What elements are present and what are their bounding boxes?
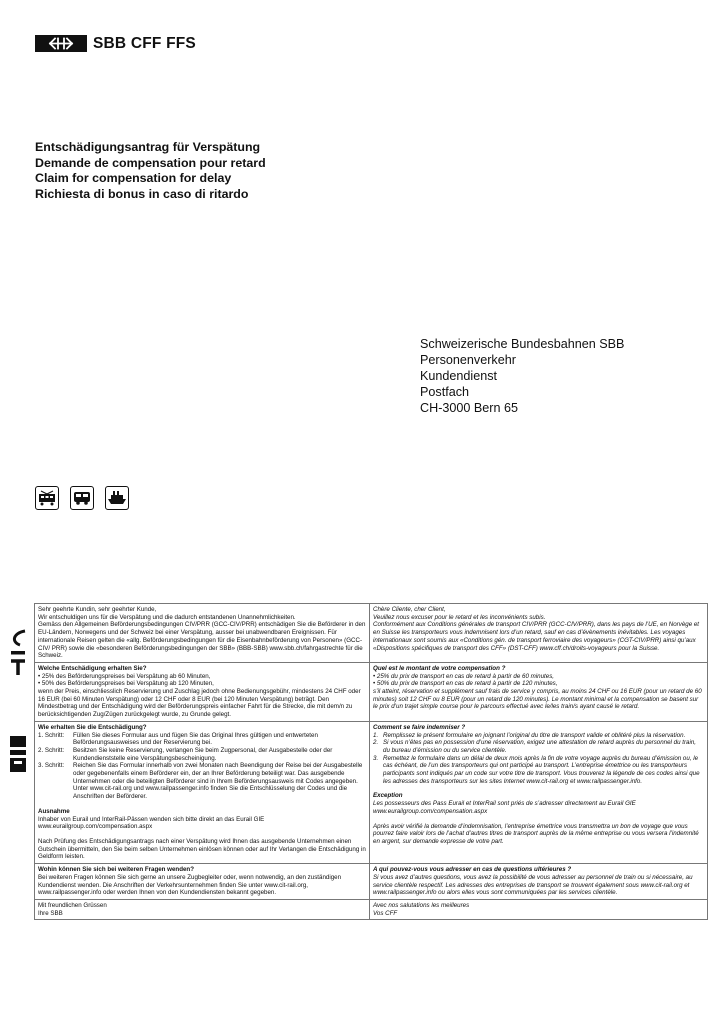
text-line: • 25% des Beförderungspreises bei Verspätung ab 60 Minuten,: [38, 672, 211, 680]
section-heading: Wie erhalten Sie die Entschädigung?: [38, 723, 147, 731]
step-text: Besitzen Sie keine Reservierung, verlangen Sie beim Zugpersonal, der Ausgabestelle oder der Kundendienststelle eine Verspätungsbescheinigung.: [73, 746, 333, 762]
sbb-logo: [35, 35, 196, 52]
transport-mode-icons: [35, 486, 129, 510]
cell-fr-closing: [370, 899, 708, 919]
logo-text: SBB CFF FFS: [93, 34, 196, 52]
info-table: [34, 603, 708, 920]
text-line: Ihre SBB: [38, 909, 63, 917]
text-line: Après avoir vérifié la demande d’indemnisation, l’entreprise émettrice vous transmettra un bon de voyage que vous pourrez faire valoir lors de l’achat d’autres titres de transport auprès de la même entreprise ou vous versera l’indemnité en argent, sur demande expresse de votre part.: [373, 822, 699, 845]
exception-heading: Exception: [373, 792, 403, 800]
cell-de-amount: [35, 662, 370, 721]
section-heading: A qui pouvez-vous vous adresser en cas de questions ultérieures ?: [373, 866, 572, 874]
step-text: Füllen Sie dieses Formular aus und fügen Sie das Original Ihres gültigen und entwerteten Beförderungsausweises und der Reservierung bei.: [73, 731, 318, 747]
text-line: Mit freundlichen Grüssen: [38, 901, 107, 909]
section-heading: Quel est le montant de votre compensation ?: [373, 664, 506, 672]
section-heading: Welche Entschädigung erhalten Sie?: [38, 664, 147, 672]
step-text: Remettez le formulaire dans un délai de deux mois après la fin de votre voyage auprès du bureau d’émission ou, le cas échéant, de l’un des transporteurs qui ont participé au transport. L’entreprise émettrice ou les transporteurs participants sont indiqués par un code sur votre titre de transport. Vous trouverez la légende de ces codes ainsi que les adresses des transporteurs sur les sites Internet www.cit-rail.org et www.railpassenger.info.: [383, 754, 700, 785]
bus-icon: [70, 486, 94, 510]
step-text: Reichen Sie das Formular innerhalb von zwei Monaten nach Beendigung der Reise bei der Ausgabestelle oder gegebenenfalls einem Beförderer ein, der an Ihrer Beförderung beteiligt war. Das ausgebende Unternehmen oder die beteiligten Beförderer sind in Ihrem Beförderungsausweis mit Codes angegeben. Unter www.cit-rail.org und www.railpassenger.info finden Sie die Entschlüsselung der Codes und die Anschriften der Beförderer.: [73, 762, 363, 801]
cell-fr-intro: [370, 604, 708, 663]
text-line: Sehr geehrte Kundin, sehr geehrter Kunde,: [38, 606, 157, 613]
address-line: Kundendienst: [420, 369, 498, 383]
text-line: Vos CFF: [373, 909, 398, 917]
table-row: [35, 662, 708, 721]
text-line: Nach Prüfung des Entschädigungsantrags nach einer Verspätung wird Ihnen das ausgebende Unternehmen einen Gutschein übermitteln, den Sie beim selben Unternehmen einlösen können oder auf Ihr Verlangen die Entschädigung in Geldform leisten.: [38, 837, 366, 861]
address-line: Postfach: [420, 385, 470, 399]
form-titles: [35, 140, 266, 202]
text-line: Bei weiteren Fragen können Sie sich gerne an unsere Zugbegleiter oder, wenn notwendig, an den zuständigen Kundendienst wenden. Die Anschriften der Verkehrsunternehmen finden Sie unter www.cit-rail.org, www.railpassenger.info oder werden Ihnen von den Kundendiensten bekannt gegeben.: [38, 873, 342, 897]
step-number: 1. Schritt:: [38, 731, 65, 739]
cell-fr-questions: [370, 864, 708, 900]
text-line: • 50% du prix de transport en cas de retard à partir de 120 minutes,: [373, 680, 558, 688]
title-it: Richiesta di bonus in caso di ritardo: [35, 186, 249, 201]
text-line: s’il atteint, réservation et supplément sauf frais de service y compris, au moins 24 CHF ou 16 EUR (pour un retard de 60 minutes) soit 12 CHF ou 8 EUR (pour un retard de 120 minutes). Le montant minimal et la compensation se basent sur le prix d’un trajet simple course pour le parcours effectué avec le/les train/s ayant causé le retard.: [373, 688, 702, 711]
cit-logo-alt-icon: [7, 735, 29, 780]
section-heading: Comment se faire indemniser ?: [373, 723, 466, 731]
text-line: Veuillez nous excuser pour le retard et les inconvénients subis.: [373, 613, 546, 621]
step-item: [38, 732, 366, 747]
step-number: 2. Schritt:: [38, 746, 65, 754]
section-heading: Wohin können Sie sich bei weiteren Fragen wenden?: [38, 866, 194, 874]
step-item: [38, 747, 366, 762]
text-line: www.eurailgroup.com/compensation.aspx: [38, 823, 153, 831]
table-row: [35, 899, 708, 919]
text-line: Inhaber von Eurail und InterRail-Pässen wenden sich bitte direkt an das Eurail GIE: [38, 815, 265, 823]
cell-de-process: [35, 721, 370, 863]
cell-fr-process: [370, 721, 708, 863]
text-line: • 50% des Beförderungspreises bei Verspätung ab 120 Minuten,: [38, 680, 214, 688]
cit-logo-icon: [7, 628, 29, 683]
boat-icon: [105, 486, 129, 510]
address-line: Schweizerische Bundesbahnen SBB: [420, 337, 625, 351]
text-line: Si vous avez d’autres questions, vous avez la possibilité de vous adresser au personnel de train ou si nécessaire, au service clientèle respectif. Les adresses des entreprises de transport se trouvent également sous www.cit-rail.org et www.railpassenger.info ou alors elles vous sont communiquées par les services clientèle.: [373, 873, 693, 897]
address-line: CH-3000 Bern 65: [420, 401, 519, 415]
step-item: [373, 739, 704, 754]
cell-fr-amount: [370, 662, 708, 721]
text-line: Conformément aux Conditions générales de transport CIV/PRR (GCC-CIV/PRR), dans les pays de l’UE, en Norvège et en Suisse les transporteurs vous indemnisent lors d’un retard, sauf en cas d’évènements inévitables. Les voyages internationaux sont soumis aux «Conditions gén. de transport ferroviaire des voyageurs» (CGT-CIV/PRR) ainsi qu’aux «Dispositions spécifiques de transport des CFF» (DST-CFF) www.cff.ch/droits-voyageurs pour la Suisse.: [373, 621, 700, 652]
step-item: [38, 762, 366, 801]
table-row: [35, 864, 708, 900]
step-number: 2.: [373, 739, 379, 747]
title-en: Claim for compensation for delay: [35, 171, 232, 185]
table-row: [35, 721, 708, 863]
step-number: 1.: [373, 731, 379, 739]
step-text: Remplissez le présent formulaire en joignant l’original du titre de transport valide et oblitéré plus la réservation.: [383, 731, 686, 739]
recipient-address: [420, 336, 624, 416]
step-number: 3. Schritt:: [38, 762, 65, 770]
text-line: www.eurailgroup.com/compensation.aspx: [373, 807, 488, 815]
step-item: [373, 755, 704, 786]
exception-heading: Ausnahme: [38, 807, 70, 815]
table-row: [35, 604, 708, 663]
cell-de-closing: [35, 899, 370, 919]
step-number: 3.: [373, 754, 379, 762]
text-line: • 25% du prix de transport en cas de retard à partir de 60 minutes,: [373, 672, 555, 680]
text-line: Gemäss den Allgemeinen Beförderungsbedingungen CIV/PRR (GCC-CIV/PRR) entschädigen Sie die Beförderer in den EU-Ländern, Norwegens und der Schweiz bei einer Verspätung, ausser bei unabwendbaren Ereignissen. Für internationale Reisen gelten die «allg. Beförderungsbedingungen für die Eisenbahnbeförderung von Personen» (GCC-CIV/ PRR) sowie die «besonderen Beförderungsbedingungen der SBB» (BBB-SBB) www.sbb.ch/fahrgastrechte für die Schweiz.: [38, 621, 366, 660]
cell-de-questions: [35, 864, 370, 900]
text-line: Wir entschuldigen uns für die Verspätung und die dadurch entstandenen Unannehmlichkeiten.: [38, 613, 296, 621]
text-line: wenn der Preis, einschliesslich Reservierung und Zuschlag jedoch ohne Bedienungsgebühr, mindestens 24 CHF oder 16 EUR (bei 60 Minuten Verspätung) oder 12 CHF oder 8 EUR (bei 120 Minuten Verspätung) beträgt. Den Mindestbetrag und der Entschädigung wird der Beförderungspreis einfacher Fahrt für die Strecke, die mit dem/n zu berücksichtigenden Zug/Zügen zurückgelegt wurde, zu Grunde gelegt.: [38, 688, 361, 719]
title-fr: Demande de compensation pour retard: [35, 155, 266, 170]
step-item: [373, 732, 704, 740]
train-icon: [35, 486, 59, 510]
text-line: Avec nos salutations les meilleures: [373, 901, 470, 909]
address-line: Personenverkehr: [420, 353, 516, 367]
step-text: Si vous n’êtes pas en possession d’une réservation, exigez une attestation de retard auprès du personnel du train, du bureau d’émission ou du service clientèle.: [383, 739, 697, 754]
text-line: Les possesseurs des Pass Eurail et InterRail sont priés de s’adresser directement au Eurail GIE: [373, 800, 636, 808]
text-line: Chère Cliente, cher Client,: [373, 606, 446, 613]
sbb-arrows-icon: [35, 35, 87, 52]
cell-de-intro: [35, 604, 370, 663]
title-de: Entschädigungsantrag für Verspätung: [35, 140, 261, 154]
